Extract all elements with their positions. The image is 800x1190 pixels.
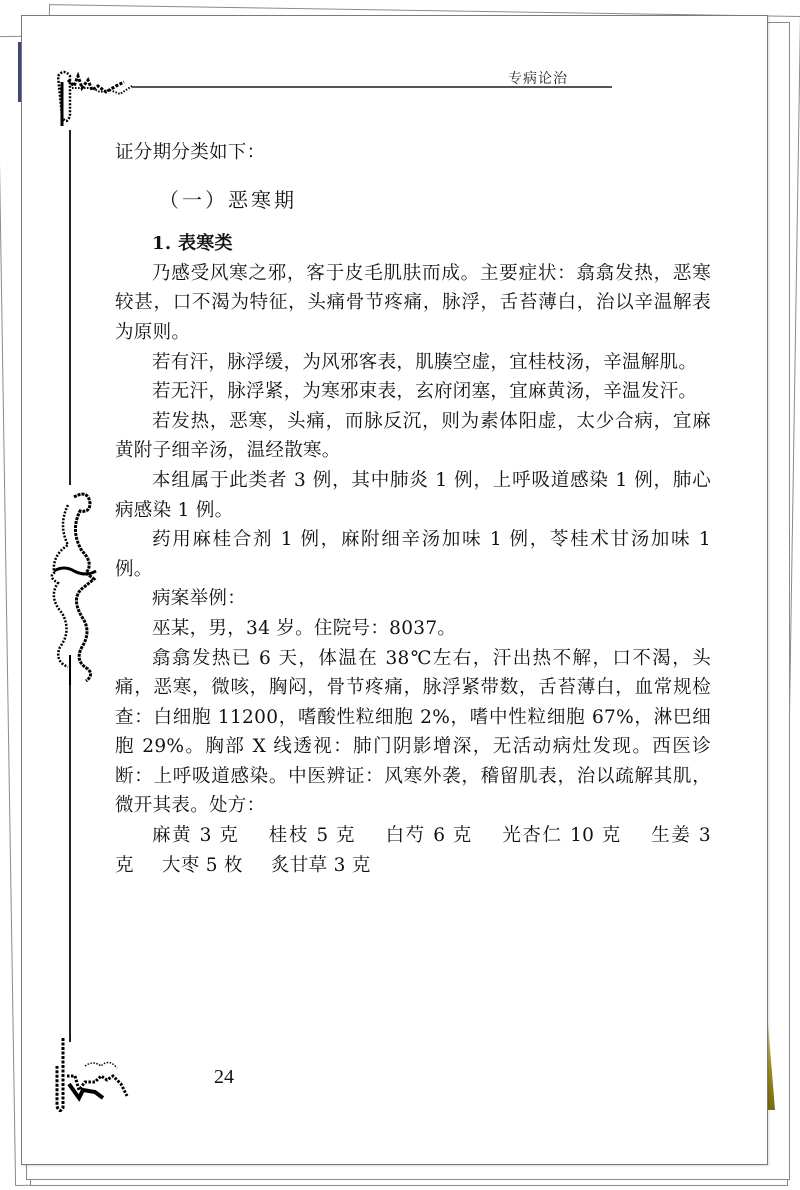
corner-ornament-top-icon xyxy=(54,68,134,130)
paragraph: 本组属于此类者 3 例，其中肺炎 1 例，上呼吸道感染 1 例，肺心病感染 1 例。 xyxy=(115,469,711,521)
paragraph: 若无汗，脉浮紧，为寒邪束表，玄府闭塞，宜麻黄汤，辛温发汗。 xyxy=(152,381,698,403)
case-label: 病案举例： xyxy=(152,588,247,610)
paragraph: 若有汗，脉浮缓，为风邪客表，肌腠空虚，宜桂枝汤，辛温解肌。 xyxy=(152,351,698,373)
page-number: 24 xyxy=(214,1066,234,1088)
case-description: 翕翕发热已 6 天，体温在 38℃左右，汗出热不解，口不渴，头痛，恶寒，微咳，胸闷，骨节疼痛，脉浮紧带数，舌苔薄白，血常规检查：白细胞 11200，嗜酸性粒细胞 2%，嗜中性粒细胞 67%，淋巴细胞 29%。胸部 X 线透视：肺门阴影增深，无活动病灶发现。西医诊断：上呼吸道感染。中医辨证：风寒外袭，稽留肌表，治以疏解其肌，微开其表。处方： xyxy=(115,647,711,817)
section-heading: （一）恶寒期 xyxy=(159,187,297,212)
prescription-item: 光杏仁 10 克 xyxy=(502,825,622,847)
corner-ornament-bottom-icon xyxy=(55,1036,129,1116)
prescription-item: 大枣 5 枚 xyxy=(162,854,243,876)
subsection-heading: 1. 表寒类 xyxy=(152,233,233,255)
running-head: 专病论治 xyxy=(508,71,568,87)
intro-line: 证分期分类如下： xyxy=(115,142,266,163)
scroll-ornament-icon xyxy=(44,485,98,685)
prescription-item: 炙甘草 3 克 xyxy=(271,854,371,876)
prescription-item: 生姜 3 克 xyxy=(115,825,712,876)
prescription-list xyxy=(115,821,711,880)
paragraph: 药用麻桂合剂 1 例，麻附细辛汤加味 1 例，苓桂术甘汤加味 1 例。 xyxy=(115,529,711,580)
prescription-item: 白芍 6 克 xyxy=(385,825,473,847)
patient-info: 巫某，男，34 岁。住院号：8037。 xyxy=(152,617,457,639)
paragraph: 乃感受风寒之邪，客于皮毛肌肤而成。主要症状：翕翕发热，恶寒较甚，口不渴为特征，头痛骨节疼痛，脉浮，舌苔薄白，治以辛温解表为原则。 xyxy=(115,262,711,343)
paragraph: 若发热，恶寒，头痛，而脉反沉，则为素体阳虚，太少合病，宜麻黄附子细辛汤，温经散寒。 xyxy=(115,410,711,462)
prescription-item: 桂枝 5 克 xyxy=(268,825,357,847)
prescription-item: 麻黄 3 克 xyxy=(152,825,240,847)
page-body xyxy=(115,138,711,880)
